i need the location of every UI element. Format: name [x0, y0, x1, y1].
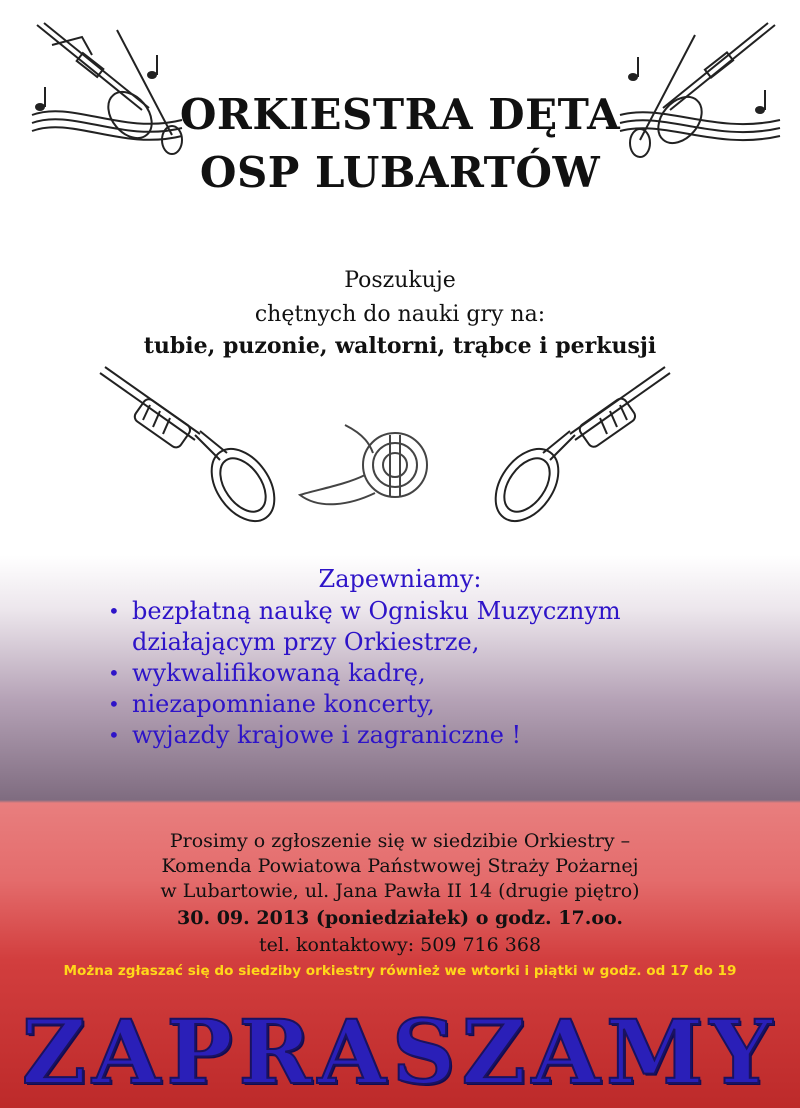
trumpet-right-icon: [495, 365, 675, 530]
offer-item-text: niezapomniane koncerty,: [132, 690, 435, 718]
contact-phone: tel. kontaktowy: 509 716 368: [258, 934, 542, 956]
intro-line-2: chętnych do nauki gry na:: [254, 302, 546, 327]
french-horn-icon: [295, 415, 455, 515]
contact-line-2: Komenda Powiatowa Państwowej Straży Pożarnej: [161, 855, 639, 877]
offer-item-text: bezpłatną naukę w Ognisku Muzycznym: [132, 597, 621, 625]
offer-item-text: wyjazdy krajowe i zagraniczne !: [132, 721, 522, 749]
offer-item-text: działającym przy Orkiestrze,: [132, 628, 480, 656]
schedule-note: Można zgłaszać się do siedziby orkiestry również we wtorki i piątki w godz. od 17 do 19: [63, 963, 737, 979]
offer-item-text: wykwalifikowaną kadrę,: [132, 659, 426, 687]
offer-item: [100, 720, 621, 751]
bullet-icon: •: [108, 661, 120, 685]
instruments-list: tubie, puzonie, waltorni, trąbce i perkusji: [143, 333, 657, 359]
contact-date: 30. 09. 2013 (poniedziałek) o godz. 17.oo.: [177, 907, 623, 929]
title-line-2: OSP LUBARTÓW: [199, 148, 601, 197]
trumpet-left-icon: [95, 365, 275, 530]
title-line-1: ORKIESTRA DĘTA: [179, 90, 621, 139]
offer-item: [100, 627, 621, 658]
offer-list: [100, 596, 621, 751]
offer-item: [100, 658, 621, 689]
bullet-icon: •: [108, 599, 120, 623]
invitation-text: ZAPRASZAMY: [21, 1000, 779, 1104]
contact-address: w Lubartowie, ul. Jana Pawła II 14 (drugie piętro): [160, 880, 640, 902]
offer-item: [100, 596, 621, 627]
contact-line-1: Prosimy o zgłoszenie się w siedzibie Orkiestry –: [169, 830, 631, 852]
bullet-icon: •: [108, 692, 120, 716]
offer-heading: Zapewniamy:: [318, 565, 482, 593]
intro-line-1: Poszukuje: [344, 268, 456, 293]
bullet-icon: •: [108, 723, 120, 747]
offer-item: [100, 689, 621, 720]
